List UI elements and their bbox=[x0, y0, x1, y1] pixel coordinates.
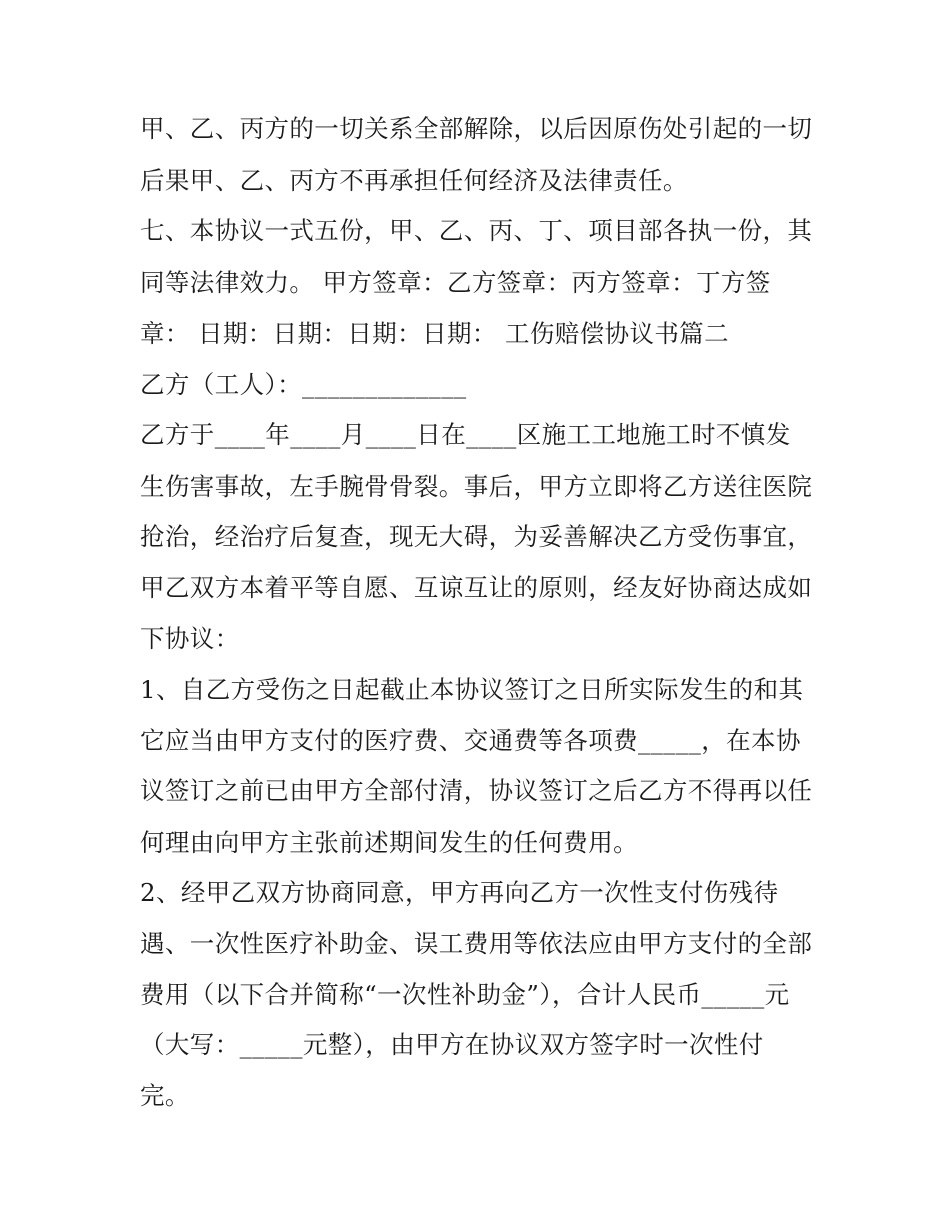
text-line: 抢治，经治疗后复查，现无大碍，为妥善解决乙方受伤事宜， bbox=[140, 522, 813, 551]
text-line: 七、本协议一式五份，甲、乙、丙、丁、项目部各执一份，其 bbox=[140, 216, 813, 245]
text-line: 章： 日期：日期：日期：日期： 工伤赔偿协议书篇二 bbox=[140, 319, 730, 348]
text-line: 后果甲、乙、丙方不再承担任何经济及法律责任。 bbox=[140, 166, 688, 195]
text-line: 乙方于____年____月____日在____区施工工地施工时不慎发 bbox=[140, 420, 791, 449]
text-line: 它应当由甲方支付的医疗费、交通费等各项费_____，在本协 bbox=[140, 726, 801, 755]
text-line: 甲乙双方本着平等自愿、互谅互让的原则，经友好协商达成如 bbox=[140, 573, 813, 602]
text-line: 费用（以下合并简称“一次性补助金”），合计人民币_____元 bbox=[140, 980, 790, 1009]
text-line: 完。 bbox=[140, 1081, 190, 1110]
text-line: 生伤害事故，左手腕骨骨裂。事后，甲方立即将乙方送往医院 bbox=[140, 472, 813, 501]
text-line: 议签订之前已由甲方全部付清，协议签订之后乙方不得再以任 bbox=[140, 776, 813, 805]
text-line: 同等法律效力。 甲方签章：乙方签章：丙方签章：丁方签 bbox=[140, 268, 771, 297]
text-line: （大写：_____元整），由甲方在协议双方签字时一次性付 bbox=[140, 1030, 764, 1059]
text-line: 甲、乙、丙方的一切关系全部解除，以后因原伤处引起的一切 bbox=[140, 114, 813, 143]
text-line: 下协议： bbox=[140, 624, 240, 653]
text-line: 1、自乙方受伤之日起截止本协议签订之日所实际发生的和其 bbox=[140, 675, 804, 704]
text-line: 何理由向甲方主张前述期间发生的任何费用。 bbox=[140, 828, 638, 857]
text-line: 遇、一次性医疗补助金、误工费用等依法应由甲方支付的全部 bbox=[140, 929, 813, 958]
text-line: 2、经甲乙双方协商同意，甲方再向乙方一次性支付伤残待 bbox=[140, 878, 779, 907]
text-line: 乙方（工人）：_____________ bbox=[140, 370, 467, 399]
